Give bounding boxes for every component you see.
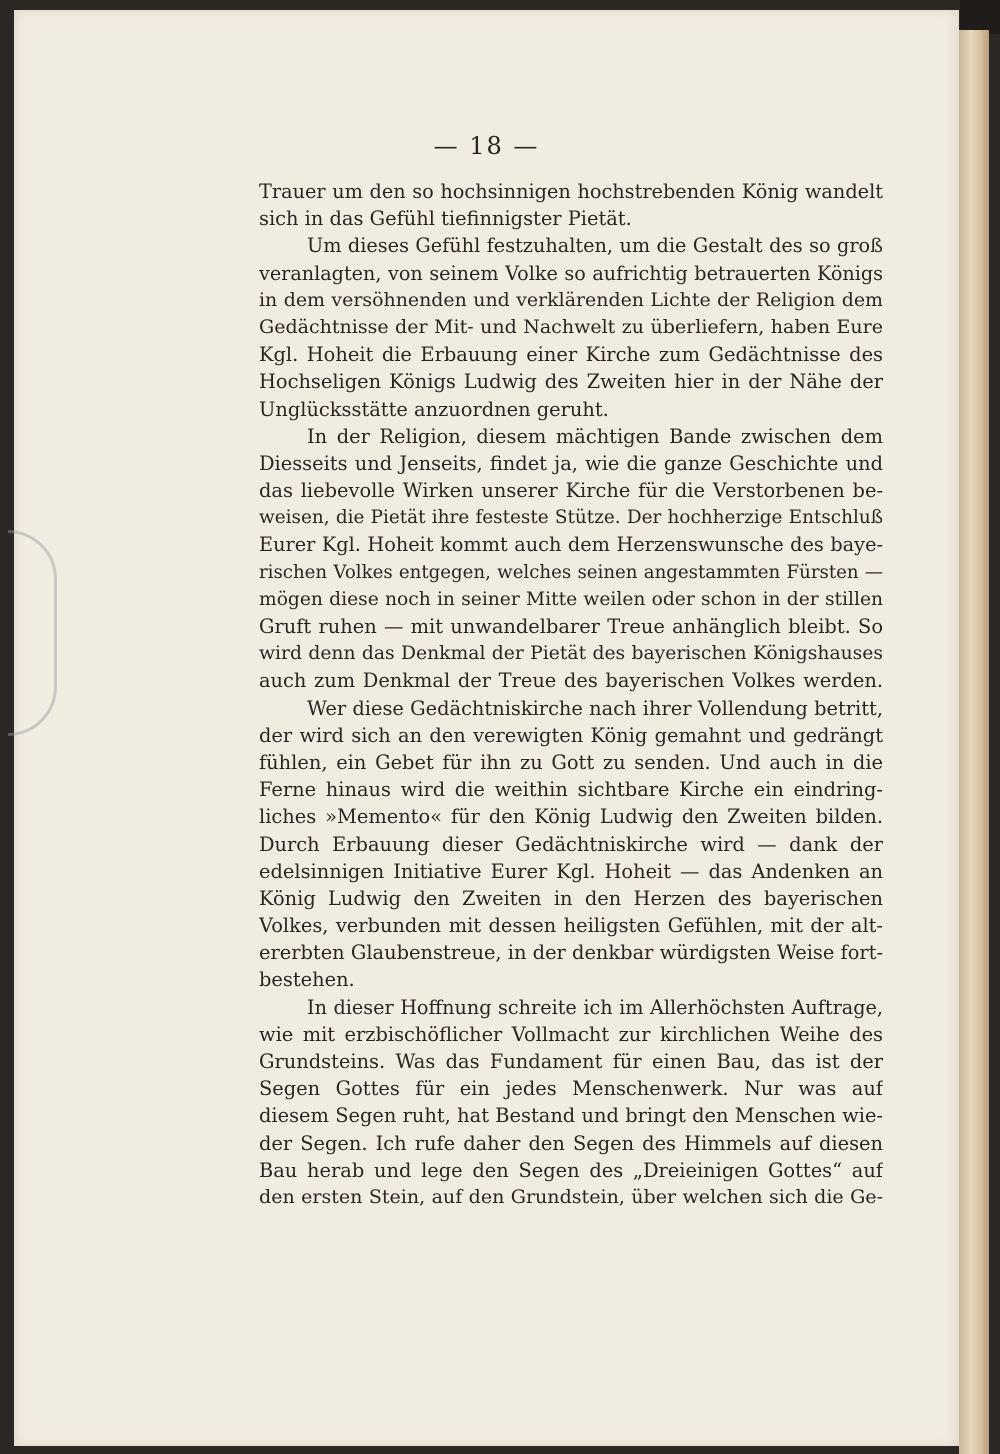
text-line: bestehen.: [259, 968, 355, 992]
text-line: Unglücksstätte anzuordnen geruht.: [259, 397, 609, 421]
body-text: [259, 178, 883, 1211]
text-line: Gedächtnisse der Mit- und Nachwelt zu überliefern, haben Eure: [259, 315, 883, 338]
text-line: der wird sich an den verewigten König gemahnt und gedrängt: [259, 723, 883, 747]
text-line: in dem versöhnenden und verklärenden Lichte der Religion dem: [259, 288, 883, 311]
text-line: Diesseits und Jenseits, findet ja, wie die ganze Geschichte und: [259, 451, 883, 475]
text-line: Hochseligen Königs Ludwig des Zweiten hier in der Nähe der: [259, 370, 883, 394]
text-line: Trauer um den so hochsinnigen hochstrebenden König wandelt: [259, 180, 883, 203]
paper-clip-shadow: [8, 530, 57, 736]
text-line: Gruft ruhen — mit unwandelbarer Treue anhänglich bleibt. So: [259, 615, 883, 638]
text-line: wird denn das Denkmal der Pietät des bayerischen Königshauses: [259, 643, 883, 665]
text-line: Wer diese Gedächtniskirche nach ihrer Vollendung betritt,: [307, 696, 883, 720]
text-line: den ersten Stein, auf den Grundstein, über welchen sich die Ge-: [259, 1185, 883, 1208]
book-page: [14, 10, 959, 1446]
scan-background-corner: [960, 0, 1000, 34]
book-page-edges: [959, 30, 989, 1454]
text-line: ererbten Glaubenstreue, in der denkbar würdigsten Weise fort-: [259, 941, 883, 965]
text-line: sich in das Gefühl tiefinnigster Pietät.: [259, 207, 632, 231]
text-line: König Ludwig den Zweiten in den Herzen des bayerischen: [259, 886, 883, 910]
text-line: Kgl. Hoheit die Erbauung einer Kirche zum Gedächtnisse des: [259, 343, 883, 367]
text-line: rischen Volkes entgegen, welches seinen angestammten Fürsten —: [259, 561, 883, 583]
text-line: das liebevolle Wirken unserer Kirche für die Verstorbenen be-: [259, 479, 883, 503]
text-line: wie mit erzbischöflicher Vollmacht zur kirchlichen Weihe des: [259, 1022, 883, 1046]
text-line: veranlagten, von seinem Volke so aufrichtig betrauerten Königs: [259, 261, 883, 285]
text-line: Grundsteins. Was das Fundament für einen Bau, das ist der: [259, 1050, 883, 1073]
text-line: der Segen. Ich rufe daher den Segen des Himmels auf diesen: [259, 1131, 883, 1155]
text-line: Ferne hinaus wird die weithin sichtbare Kirche ein eindring-: [259, 778, 883, 802]
text-line: diesem Segen ruht, hat Bestand und bringt den Menschen wie-: [259, 1104, 883, 1128]
text-line: liches »Memento« für den König Ludwig den Zweiten bilden.: [259, 805, 883, 829]
text-line: mögen diese noch in seiner Mitte weilen oder schon in der stillen: [259, 588, 883, 610]
page-number-header: — 18 —: [433, 132, 540, 160]
text-line: Eurer Kgl. Hoheit kommt auch dem Herzenswunsche des baye-: [259, 533, 883, 557]
text-line: Segen Gottes für ein jedes Menschenwerk. Nur was auf: [259, 1077, 883, 1101]
text-line: Volkes, verbunden mit dessen heiligsten Gefühlen, mit der alt-: [259, 914, 883, 938]
text-line: weisen, die Pietät ihre festeste Stütze. Der hochherzige Entschluß: [259, 507, 883, 529]
text-line: In der Religion, diesem mächtigen Bande zwischen dem: [307, 424, 883, 448]
text-line: Um dieses Gefühl festzuhalten, um die Gestalt des so groß: [307, 234, 883, 258]
text-line: auch zum Denkmal der Treue des bayerischen Volkes werden.: [259, 669, 883, 693]
text-line: edelsinnigen Initiative Eurer Kgl. Hoheit — das Andenken an: [259, 859, 883, 883]
text-line: fühlen, ein Gebet für ihn zu Gott zu senden. Und auch in die: [259, 750, 883, 774]
text-line: In dieser Hoffnung schreite ich im Allerhöchsten Auftrage,: [307, 995, 883, 1019]
text-line: Durch Erbauung dieser Gedächtniskirche wird — dank der: [259, 832, 883, 856]
text-line: Bau herab und lege den Segen des „Dreieinigen Gottes“ auf: [259, 1158, 883, 1182]
